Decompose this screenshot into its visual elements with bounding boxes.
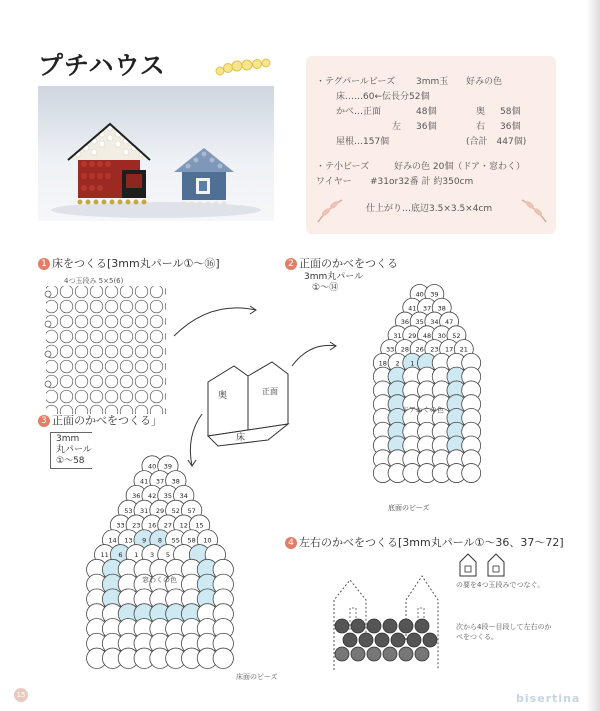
bead-number: 47 <box>444 318 454 327</box>
bead-number: 34 <box>430 318 439 327</box>
step2-heading: 2 正面のかべをつくる <box>285 255 398 271</box>
floor-beads-label: 床面のビーズ <box>236 673 278 681</box>
bead-number: 37 <box>155 477 165 486</box>
bead-number: 38 <box>171 477 180 486</box>
side-wall-bead <box>359 633 373 647</box>
bead-number: 52 <box>452 331 461 340</box>
bead-number: 1 <box>134 551 139 560</box>
step4-note-1: の要を4つ玉段みでつなぐ。 <box>456 581 545 589</box>
bead-number: 53 <box>124 506 133 515</box>
side-wall-bead <box>383 647 397 661</box>
bead-number: 9 <box>142 536 147 545</box>
bead-number: 3 <box>150 551 155 560</box>
side-wall-bead <box>423 633 437 647</box>
side-wall-bead <box>335 619 349 633</box>
beaded-houses-image <box>38 86 274 221</box>
bead-number: 39 <box>430 290 439 299</box>
bead-number: 31 <box>393 331 402 340</box>
bead-number: 21 <box>459 345 468 354</box>
step3-range: ①～58 <box>56 456 85 466</box>
bead-number: 28 <box>400 345 410 354</box>
spec-floor: 床……60←伝長分52個 <box>336 92 430 102</box>
bead-number: 35 <box>415 318 424 327</box>
bead-number: 23 <box>430 345 439 354</box>
side-walls-bead-diagram <box>320 560 452 676</box>
bead-number: 10 <box>203 536 212 545</box>
title-bead-decoration <box>214 56 272 78</box>
bead-number: 26 <box>415 345 424 354</box>
bead-number: 48 <box>422 331 432 340</box>
bead-number: 42 <box>147 492 157 501</box>
bead-number: 12 <box>179 521 188 530</box>
bead-number: 52 <box>171 506 180 515</box>
house-back-label: 奥 <box>218 391 228 401</box>
house-floor-label: 床 <box>236 433 246 443</box>
side-wall-bead <box>343 633 357 647</box>
side-wall-bead <box>335 647 349 661</box>
bead-number: 27 <box>163 521 173 530</box>
bead-number: 36 <box>400 318 410 327</box>
bead-number: 23 <box>132 521 141 530</box>
floor-grid-diagram <box>44 284 174 422</box>
side-wall-bead <box>351 619 365 633</box>
bead-number: 41 <box>140 477 149 486</box>
step3-material-type: 丸パール <box>56 445 92 455</box>
materials-box: ・テグパールビーズ 3mm玉 好みの色 床……60←伝長分52個 かべ…正面 48個 奥 58個 左 36個 右 36個 屋根…157個 (合計 447個) ・テ小ビーズ 好みの色 20個（ドア・窓わく） ワイヤー #31or32番 計 約350cm 仕上がり…底辺3.5×3.5×4cm <box>306 56 556 234</box>
product-photo <box>38 86 274 221</box>
bead-number: 38 <box>437 304 446 313</box>
side-wall-bead <box>407 633 421 647</box>
bead-number: 34 <box>179 492 188 501</box>
bead-number: 40 <box>147 462 157 471</box>
side-wall-bead <box>367 619 381 633</box>
side-wall-bead <box>399 647 413 661</box>
leaf-right-icon <box>518 196 548 226</box>
side-wall-bead <box>399 619 413 633</box>
bead-number: 2 <box>395 359 400 368</box>
side-wall-bead <box>375 633 389 647</box>
step3-heading: 3 正面のかべをつくる」 <box>38 412 162 428</box>
bead-number: 31 <box>140 506 149 515</box>
side-wall-bead <box>383 619 397 633</box>
bead <box>462 464 481 483</box>
bead-number: 18 <box>378 359 387 368</box>
leaf-left-icon <box>316 196 346 226</box>
bead-number: 55 <box>171 536 180 545</box>
bead-number: 36 <box>132 492 141 501</box>
step1-heading: 1 床をつくる[3mm丸パール①～⑯] <box>38 255 220 271</box>
bead-number: 40 <box>415 290 424 299</box>
bead-number: 5 <box>165 551 170 560</box>
bead-number: 39 <box>163 462 173 471</box>
side-wall-bead <box>415 647 429 661</box>
side-wall-bead <box>415 619 429 633</box>
side-wall-bead <box>367 647 381 661</box>
page-title: プチハウス <box>38 51 166 80</box>
bead-number: 41 <box>408 304 417 313</box>
spec-finish: 仕上がり…底辺3.5×3.5×4cm <box>366 204 493 214</box>
bead-number: 33 <box>116 521 125 530</box>
step2-material: 3mm丸パール <box>304 272 364 282</box>
page-gutter-shadow <box>586 0 600 711</box>
bead-number: 13 <box>124 536 133 545</box>
step4-note-2: 次から4段ー目段して左右のかべをつくる。 <box>456 623 552 641</box>
bead-number: 15 <box>195 521 204 530</box>
bead-number: 11 <box>100 551 109 560</box>
bead-number: 57 <box>187 506 196 515</box>
side-wall-bead <box>351 647 365 661</box>
bead-number: 14 <box>108 536 117 545</box>
step2-range: ①～⑭ <box>312 283 339 293</box>
bead-number: 17 <box>444 345 454 354</box>
step3-material-size: 3mm <box>56 434 80 444</box>
side-wall-bead <box>391 633 405 647</box>
bead-number: 29 <box>408 331 417 340</box>
bottom-beads-label: 底面のビーズ <box>388 504 430 512</box>
step1-note: 4つ玉段み 5×5(6) <box>64 277 124 285</box>
bead-number: 29 <box>155 506 165 515</box>
page-number: 15 <box>14 688 28 702</box>
house-front-label: 正面 <box>262 387 278 396</box>
bead-number: 1 <box>410 359 415 368</box>
bead <box>213 648 233 668</box>
bead-number: 30 <box>437 331 446 340</box>
watermark: bisertina <box>516 692 581 705</box>
bead-number: 6 <box>118 551 123 560</box>
window-frame-label: 窓わくの色 <box>142 576 177 584</box>
step4-heading: 4 左右のかべをつくる[3mm丸パール①～36、37～72] <box>285 534 564 550</box>
bead-number: 37 <box>422 304 432 313</box>
front-wall-bead-diagram <box>320 262 534 520</box>
back-wall-bead-diagram <box>44 452 276 688</box>
bead-number: 16 <box>147 521 157 530</box>
bead-number: 8 <box>157 536 163 545</box>
door-frame-label: ドアわくの色 <box>402 406 444 414</box>
bead-number: 35 <box>163 492 173 501</box>
bead-number: 33 <box>386 345 395 354</box>
bead-number: 58 <box>187 536 196 545</box>
side-wall-icons <box>456 552 516 578</box>
